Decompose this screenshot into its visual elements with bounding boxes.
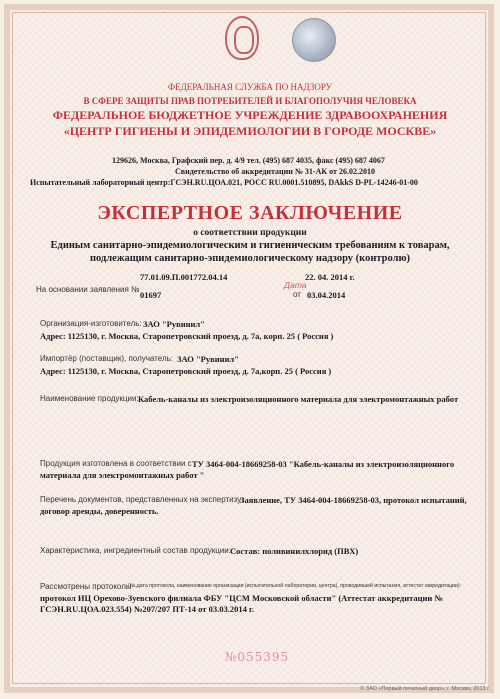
protocols-value-2: ГСЭН.RU.ЦОА.023.554) №207/207 ПТ-14 от 03.03.2014 г. — [40, 604, 254, 614]
header-line-1: ФЕДЕРАЛЬНАЯ СЛУЖБА ПО НАДЗОРУ — [167, 82, 332, 92]
importer-label: Импортёр (поставщик), получатель: — [40, 354, 173, 363]
documents-value-1: Заявление, ТУ 3464-004-18669258-03, протокол испытаний, — [240, 495, 467, 505]
document-title: ЭКСПЕРТНОЕ ЗАКЛЮЧЕНИЕ — [97, 202, 403, 224]
address-line-3: Испытательный лабораторный центр:ГСЭН.RU.ЦОА.021, РОСС RU.0001.510895, DAkkS D-PL-14246-01-00 — [30, 178, 418, 187]
header-line-2: В СФЕРЕ ЗАЩИТЫ ПРАВ ПОТРЕБИТЕЛЕЙ И БЛАГОПОЛУЧИЯ ЧЕЛОВЕКА — [83, 96, 417, 106]
emblem-icon — [225, 16, 259, 60]
header-line-4: «ЦЕНТР ГИГИЕНЫ И ЭПИДЕМИОЛОГИИ В ГОРОДЕ МОСКВЕ» — [63, 124, 437, 138]
composition-label: Характеристика, ингредиентный состав продукции: — [40, 546, 231, 555]
importer-name: ЗАО "Рувинил" — [177, 354, 239, 364]
product-label: Наименование продукции: — [40, 394, 139, 403]
importer-address: Адрес: 1125130, г. Москва, Старопетровский проезд, д. 7а,корп. 25 ( Россия ) — [40, 366, 332, 376]
application-date: 03.04.2014 — [307, 290, 346, 300]
manufacturer-label: Организация-изготовитель: — [40, 319, 142, 328]
manufacturer-address: Адрес: 1125130, г. Москва, Старопетровский проезд, д. 7а, корп. 25 ( Россия ) — [40, 331, 334, 341]
title-sub-2: Единым санитарно-эпидемиологическим и гигиеническим требованиям к товарам, — [50, 240, 450, 251]
standard-label: Продукция изготовлена в соответствии с — [40, 459, 192, 468]
protocols-value-1: протокол ИЦ Орехово-Зуевского филиала ФБУ "ЦСМ Московской области" (Аттестат аккредитации № — [40, 593, 443, 603]
composition-value: Состав: поливинилхлорид (ПВХ) — [230, 546, 359, 556]
product-name: Кабель-каналы из электроизоляционного материала для электромонтажных работ — [138, 394, 459, 404]
documents-value-2: договор аренды, доверенность. — [40, 506, 159, 516]
standard-value-1: ТУ 3464-004-18669258-03 "Кабель-каналы из электроизоляционного — [192, 459, 455, 469]
header-line-3: ФЕДЕРАЛЬНОЕ БЮДЖЕТНОЕ УЧРЕЖДЕНИЕ ЗДРАВООХРАНЕНИЯ — [52, 108, 448, 122]
manufacturer-name: ЗАО "Рувинил" — [143, 319, 205, 329]
from-label: от — [293, 290, 301, 299]
standard-value-2: материала для электромонтажных работ " — [40, 470, 205, 480]
application-number: 01697 — [140, 290, 162, 300]
document-number: 77.01.09.П.001772.04.14 — [140, 272, 228, 282]
protocols-label: Рассмотрены протоколы — [40, 582, 132, 591]
title-sub-1: о соответствии продукции — [193, 228, 307, 238]
date-label: Дата — [284, 280, 307, 290]
serial-number: №055395 — [225, 650, 290, 664]
hologram-icon — [292, 18, 336, 62]
address-line-2: Свидетельство об аккредитации № 31-АК от 26.02.2010 — [175, 167, 375, 176]
documents-label: Перечень документов, представленных на экспертизу: — [40, 495, 244, 504]
document-date: 22. 04. 2014 г. — [305, 272, 355, 282]
application-label: На основании заявления № — [36, 285, 140, 294]
printer-footer: © ЗАО «Первый печатный двор», г. Москва, 2013 г. — [360, 686, 490, 692]
title-sub-3: подлежащим санитарно-эпидемиологическому надзору (контролю) — [89, 253, 411, 264]
protocols-note: (№,дата протокола, наименование организации (испытательной лаборатории, центра), проводившей испытания, аттестат аккредитации): — [128, 583, 462, 589]
address-line-1: 129626, Москва, Графский пер. д. 4/9 тел. (495) 687 4035, факс (495) 687 4067 — [112, 156, 385, 165]
